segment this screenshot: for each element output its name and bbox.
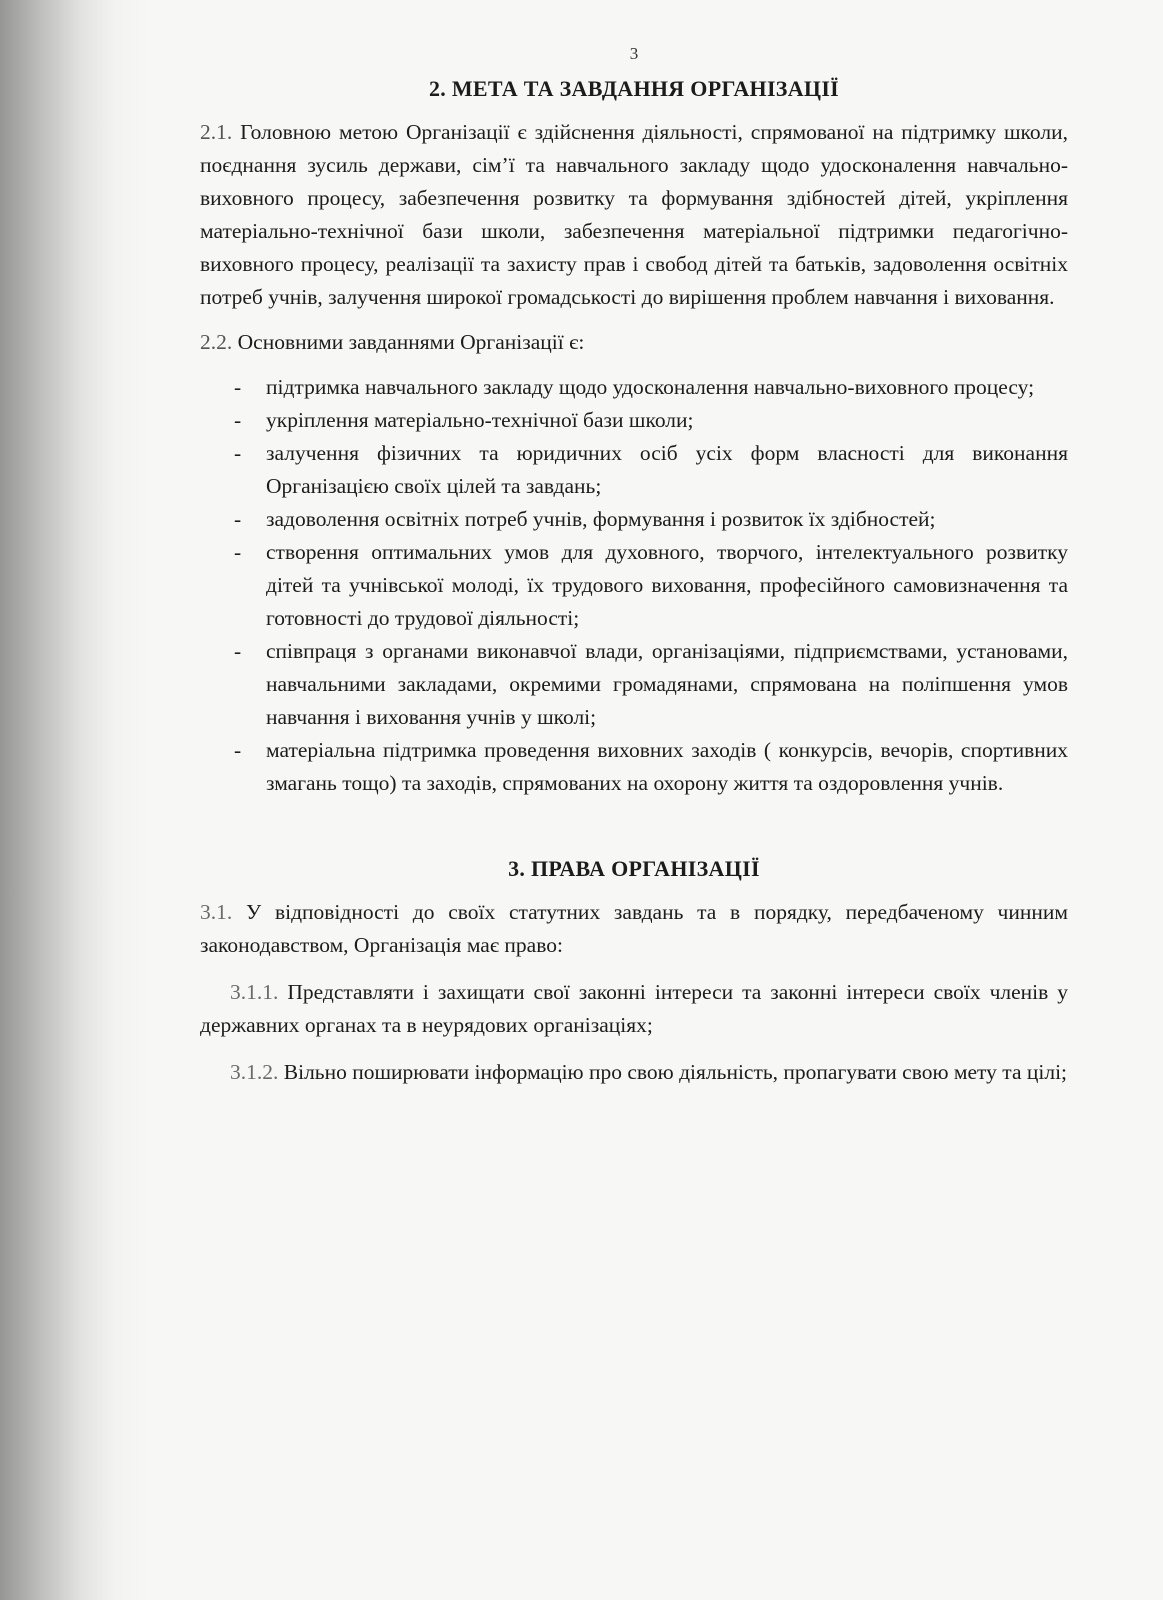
paragraph-2-1-number: 2.1. xyxy=(200,120,233,144)
dash-icon: - xyxy=(234,738,242,762)
tasks-list xyxy=(200,371,1068,800)
list-item xyxy=(234,635,1068,734)
paragraph-2-2-text: Основними завданнями Організації є: xyxy=(237,330,585,354)
paragraph-3-1-1 xyxy=(200,976,1068,1042)
paragraph-2-1-text: Головною метою Організації є здійснення діяльності, спрямованої на підтримку школи, поєднання зусиль держави, сім’ї та навчального закладу щодо удосконалення навчально-виховного процесу, забезпечення розвитку та формування здібностей дітей, укріплення матеріально-технічної бази школи, забезпечення матеріальної підтримки педагогічно-виховного процесу, реалізації та захисту прав і свобод дітей та батьків, задоволення освітніх потреб учнів, залучення широкої громадськості до вирішення проблем навчання і виховання. xyxy=(200,120,1068,309)
list-item-text: створення оптимальних умов для духовного, творчого, інтелектуального розвитку дітей та учнівської молоді, їх трудового виховання, професійного самовизначення та готовності до трудової діяльності; xyxy=(266,540,1068,630)
paragraph-3-1-2-text: Вільно поширювати інформацію про свою діяльність, пропагувати свою мету та цілі; xyxy=(283,1060,1068,1084)
paragraph-3-1 xyxy=(200,896,1068,962)
paragraph-2-2-number: 2.2. xyxy=(200,330,233,354)
dash-icon: - xyxy=(234,408,242,432)
list-item-text: матеріальна підтримка проведення виховних заходів ( конкурсів, вечорів, спортивних змагань тощо) та заходів, спрямованих на охорону життя та оздоровлення учнів. xyxy=(266,738,1068,795)
paragraph-3-1-2 xyxy=(200,1056,1068,1089)
dash-icon: - xyxy=(234,639,242,663)
list-item-text: підтримка навчального закладу щодо удосконалення навчально-виховного процесу; xyxy=(266,375,1035,399)
list-item xyxy=(234,503,1068,536)
paragraph-3-1-1-text: Представляти і захищати свої законні інтереси та законні інтереси своїх членів у державних органах та в неурядових організаціях; xyxy=(200,980,1068,1037)
paragraph-3-1-text: У відповідності до своїх статутних завдань та в порядку, передбаченому чинним законодавством, Організація має право: xyxy=(200,900,1069,957)
paragraph-2-1 xyxy=(200,116,1068,314)
paragraph-3-1-2-number: 3.1.2. xyxy=(230,1060,279,1084)
document-page xyxy=(200,44,1068,1103)
list-item-text: укріплення матеріально-технічної бази школи; xyxy=(266,408,694,432)
section-2-title: 2. МЕТА ТА ЗАВДАННЯ ОРГАНІЗАЦІЇ xyxy=(428,76,840,101)
paragraph-3-1-number: 3.1. xyxy=(200,900,233,924)
paragraph-2-2 xyxy=(200,326,1068,359)
section-gap xyxy=(200,800,1068,856)
section-3-title: 3. ПРАВА ОРГАНІЗАЦІЇ xyxy=(508,856,760,881)
scan-shadow xyxy=(0,0,150,1600)
list-item-text: задоволення освітніх потреб учнів, формування і розвиток їх здібностей; xyxy=(266,507,936,531)
dash-icon: - xyxy=(234,540,242,564)
paragraph-3-1-1-number: 3.1.1. xyxy=(230,980,279,1004)
list-item xyxy=(234,536,1068,635)
list-item xyxy=(234,404,1068,437)
list-item xyxy=(234,371,1068,404)
list-item xyxy=(234,437,1068,503)
list-item-text: залучення фізичних та юридичних осіб усіх форм власності для виконання Організацією своїх цілей та завдань; xyxy=(266,441,1068,498)
page-number: 3 xyxy=(629,44,639,63)
list-item-text: співпраця з органами виконавчої влади, організаціями, підприємствами, установами, навчальними закладами, окремими громадянами, спрямована на поліпшення умов навчання і виховання учнів у школі; xyxy=(266,639,1068,729)
dash-icon: - xyxy=(234,441,242,465)
list-item xyxy=(234,734,1068,800)
dash-icon: - xyxy=(234,507,242,531)
dash-icon: - xyxy=(234,375,242,399)
